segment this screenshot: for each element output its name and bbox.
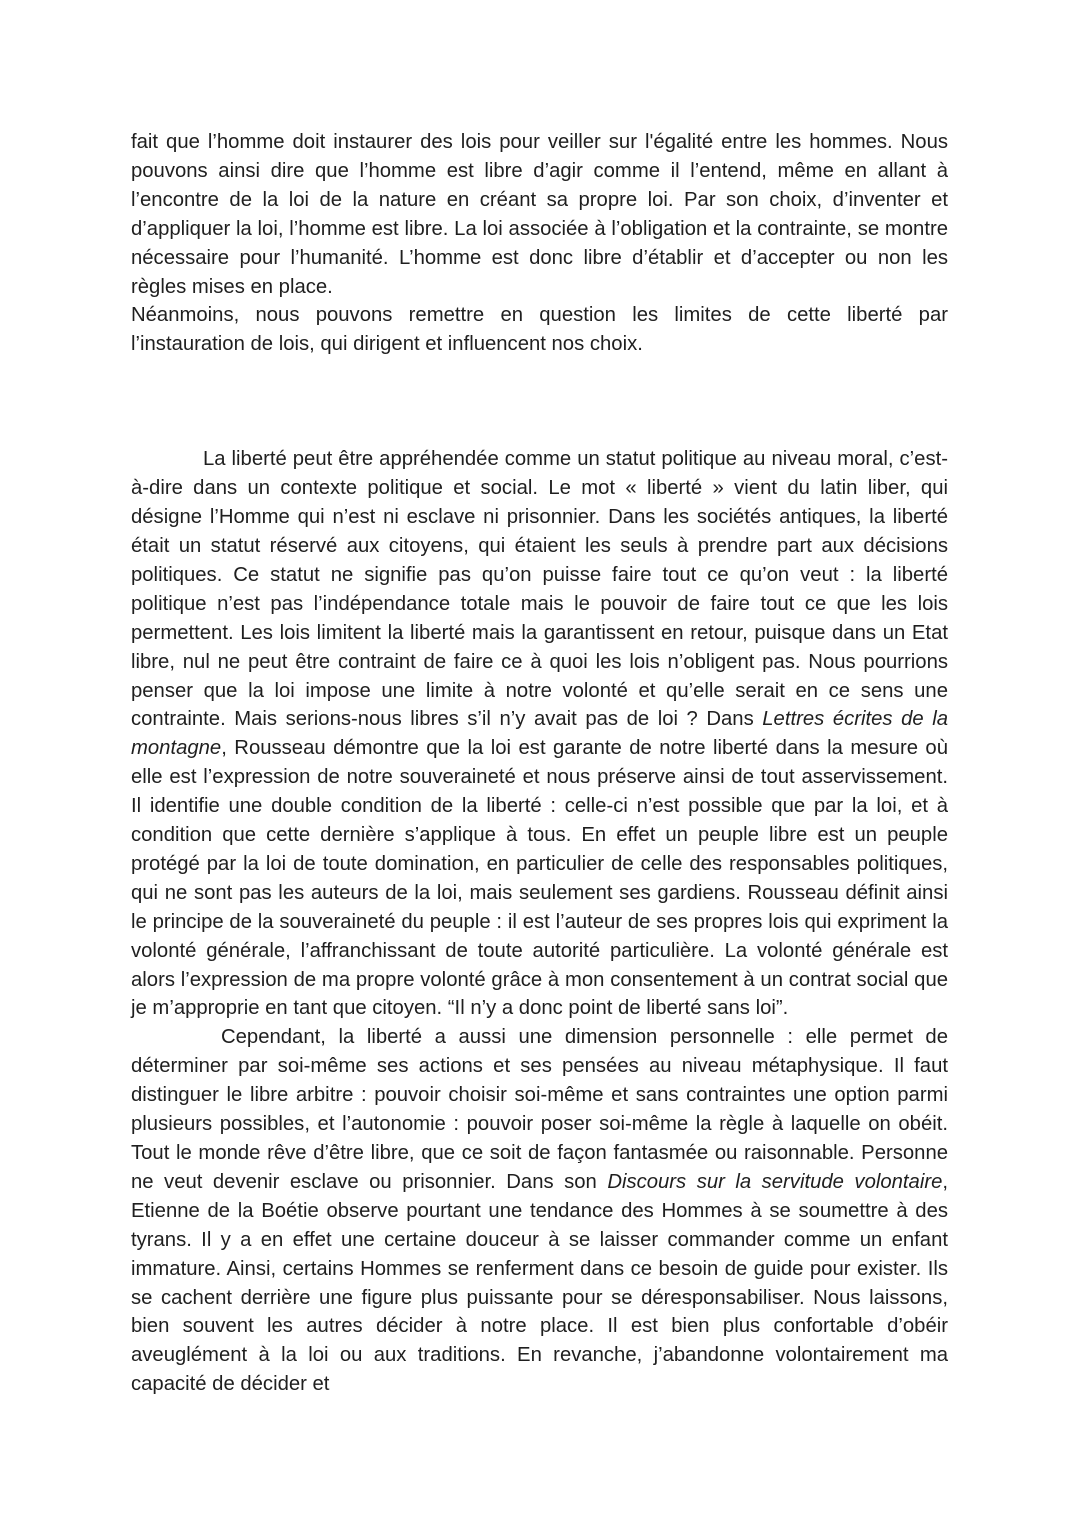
- paragraph-3: [131, 445, 948, 1023]
- paragraph-3-text-b: , Rousseau démontre que la loi est garante de notre liberté dans la mesure où elle est l’expression de notre souveraineté et nous préserve ainsi de tout asservissement. Il identifie une double condition de la liberté : celle-ci n’est possible que par la loi, et à condition que cette dernière s’applique à tous. En effet un peuple libre est un peuple protégé par la loi de toute domination, en particulier de celle des responsables politiques, qui ne sont pas les auteurs de la loi, mais seulement ses gardiens. Rousseau définit ainsi le principe de la souveraineté du peuple : il est l’auteur de ses propres lois qui expriment la volonté générale, l’affranchissant de toute autorité particulière. La volonté générale est alors l’expression de ma propre volonté grâce à mon consentement à un contrat social que je m’approprie en tant que citoyen. “Il n’y a donc point de liberté sans loi”.: [131, 737, 948, 1020]
- book-title-lettres: Lettres écrites de la montagne: [131, 708, 948, 760]
- document-page: [131, 128, 948, 1399]
- paragraph-2: Néanmoins, nous pouvons remettre en question les limites de cette liberté par l’instauration de lois, qui dirigent et influencent nos choix.: [131, 304, 948, 356]
- paragraph-4-text-a: Cependant, la liberté a aussi une dimension personnelle : elle permet de déterminer par soi-même ses actions et ses pensées au niveau métaphysique. Il faut distinguer le libre arbitre : pouvoir choisir soi-même et sans contraintes une option parmi plusieurs possibles, et l’autonomie : pouvoir poser soi-même la règle à laquelle on obéit. Tout le monde rêve d’être libre, que ce soit de façon fantasmée ou raisonnable. Personne ne veut devenir esclave ou prisonnier. Dans son: [131, 1026, 948, 1193]
- paragraph-1: fait que l’homme doit instaurer des lois pour veiller sur l'égalité entre les hommes. Nous pouvons ainsi dire que l’homme est libre d’agir comme il l’entend, même en allant à l’encontre de la loi de la nature en créant sa propre loi. Par son choix, d’inventer et d’appliquer la loi, l’homme est libre. La loi associée à l’obligation et la contrainte, se montre nécessaire pour l’humanité. L’homme est donc libre d’établir et d’accepter ou non les règles mises en place.: [131, 131, 948, 298]
- paragraph-4: [131, 1023, 948, 1399]
- book-title-discours: Discours sur la servitude volontaire: [607, 1170, 943, 1193]
- paragraph-4-text-b: , Etienne de la Boétie observe pourtant une tendance des Hommes à se soumettre à des tyrans. Il y a en effet une certaine douceur à se laisser commander comme un enfant immature. Ainsi, certains Hommes se renferment dans ce besoin de guide pour exister. Ils se cachent derrière une figure plus puissante pour se déresponsabiliser. Nous laissons, bien souvent les autres décider à notre place. Il est bien plus confortable d’obéir aveuglément à la loi ou aux traditions. En revanche, j’abandonne volontairement ma capacité de décider et: [131, 1170, 949, 1396]
- paragraph-spacer: [131, 359, 948, 445]
- paragraph-3-text-a: La liberté peut être appréhendée comme un statut politique au niveau moral, c’est-à-dire dans un contexte politique et social. Le mot « liberté » vient du latin liber, qui désigne l’Homme qui n’est ni esclave ni prisonnier. Dans les sociétés antiques, la liberté était un statut réservé aux citoyens, qui étaient les seuls à prendre part aux décisions politiques. Ce statut ne signifie pas qu’on puisse faire tout ce qu’on veut : la liberté politique n’est pas l’indépendance totale mais le pouvoir de faire tout ce que les lois permettent. Les lois limitent la liberté mais la garantissent en retour, puisque dans un Etat libre, nul ne peut être contraint de faire ce à quoi les lois n’obligent pas. Nous pourrions penser que la loi impose une limite à notre volonté et qu’elle serait en ce sens une contrainte. Mais serions-nous libres s’il n’y avait pas de loi ? Dans: [131, 448, 948, 731]
